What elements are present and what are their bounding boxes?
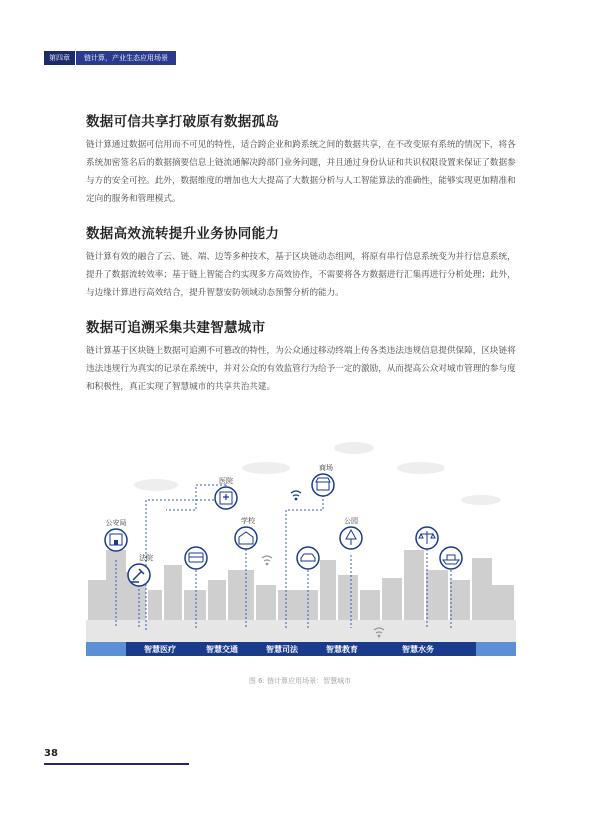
hospital-label: 医院 (219, 477, 233, 485)
section-body-smart-city: 链计算基于区块链上数据可追溯不可篡改的特性，为公众通过移动终端上传各类违法违规信息提供保障，区块链将违法违规行为真实的记录在系统中，并对公众的有效监管行为给予一定的激励，从而提高公众对城市管理的参与度和积极性，真正实现了智慧城市的共享共治共建。 (86, 346, 516, 392)
chapter-title: 链计算，产业生态应用场景 (76, 51, 176, 65)
wifi-icon (291, 491, 301, 500)
school-icon (235, 516, 257, 549)
section-body-data-sharing: 链计算通过数据可信用而不可见的特性，适合跨企业和跨系统之间的数据共享，在不改变原有系统的情况下，将各系统加密签名后的数据摘要信息上链流通解决跨部门业务问题，并且通过身份认证和共识权限设置来保证了数据参与方的安全可控。此外，数据维度的增加也大大提高了大数据分析与人工智能算法的准确性，能够实现更加精准和定向的服务和管理模式。 (86, 140, 516, 204)
smart-city-illustration (86, 430, 516, 660)
park-icon (340, 516, 362, 549)
footer-line (44, 763, 189, 765)
page-number: 38 (44, 748, 58, 759)
school-label: 学校 (241, 517, 255, 525)
bus-icon (185, 547, 207, 569)
mall-icon (312, 463, 334, 496)
section-body-data-flow: 链计算有效的融合了云、链、端、边等多种技术，基于区块链动态组网，将原有串行信息系统变为并行信息系统，提升了数据流转效率；基于链上智能合约实现多方高效协作，不需要将各方数据进行汇集再进行分析处理；此外，与边缘计算进行高效结合，提升智慧安防领域动态预警分析的能力。 (86, 252, 516, 298)
band-label-judicial: 智慧司法 (266, 645, 298, 654)
section-heading-data-flow: 数据高效流转提升业务协同能力 (86, 226, 280, 242)
chapter-tab (44, 51, 176, 65)
band-label-education: 智慧教育 (326, 645, 358, 654)
cloud-icon (134, 442, 501, 505)
scale-icon (416, 527, 438, 549)
police-car-icon (297, 547, 319, 569)
section-heading-data-sharing: 数据可信共享打破原有数据孤岛 (86, 114, 280, 130)
police-label: 公安局 (105, 519, 127, 527)
band-label-water: 智慧水务 (402, 645, 434, 654)
wifi-icon (262, 556, 272, 565)
hospital-icon (215, 476, 237, 509)
ship-icon (440, 547, 462, 569)
court-label: 法院 (139, 554, 153, 562)
court-icon (128, 553, 153, 586)
figure-caption: 图 6: 链计算应用场景：智慧城市 (248, 677, 352, 685)
band-label-transport: 智慧交通 (206, 645, 238, 654)
mall-label: 商场 (319, 464, 333, 472)
section-heading-smart-city: 数据可追溯采集共建智慧城市 (86, 320, 266, 336)
band-label-medical: 智慧医疗 (144, 645, 176, 654)
chapter-number: 第四章 (44, 51, 76, 65)
police-icon (105, 518, 127, 551)
park-label: 公园 (344, 517, 358, 525)
